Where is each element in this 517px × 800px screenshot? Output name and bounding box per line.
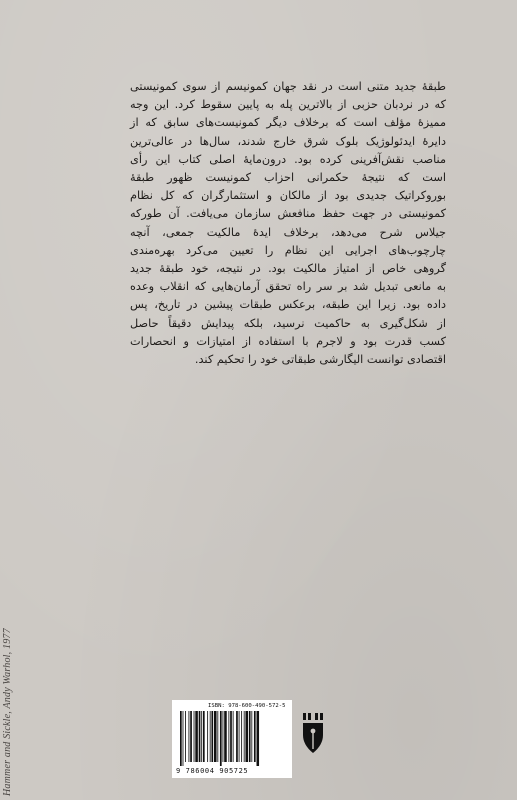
barcode-bar — [223, 711, 224, 762]
back-cover-blurb — [130, 78, 446, 369]
blurb-line: مناصب نقش‌آفرینی کرده بود. درون‌مایهٔ اصلی کتاب این رأی — [130, 152, 446, 166]
barcode-number: 9 786004 905725 — [176, 767, 249, 775]
blurb-line: داده بود. زیرا این طبقه، برعکس طبقات پیشین در تاریخ، پس — [130, 298, 446, 312]
barcode-bar — [251, 711, 252, 762]
barcode-bar — [183, 711, 184, 766]
blurb-line: جیلاس شرح می‌دهد، برخلاف ایدهٔ مالکیت جمعی، آنچه — [130, 225, 446, 239]
barcode-bar — [201, 711, 202, 762]
blurb-line: کسب قدرت بود و لاجرم با استفاده از امتیازات و انحصارات — [130, 334, 446, 348]
barcode-bar — [220, 711, 222, 766]
barcode-bar — [245, 711, 248, 762]
blurb-line: کمونیستی در جهت حفظ منافعش سازمان می‌یافت. آن طورکه — [130, 207, 446, 221]
barcode-bar — [199, 711, 201, 762]
blurb-line: به مانعی تبدیل شد بر سر راه تحقق آرمان‌هایی که انقلاب وعده — [130, 280, 446, 294]
blurb-line: بوروکراتیک جدیدی بود از مالکان و استثمارگران که کل نظام — [130, 189, 446, 203]
blurb-line: دایرهٔ ایدئولوژیک بلوک شرق خارج شدند، سال‌ها در عالی‌ترین — [130, 134, 446, 148]
isbn-label: ISBN: 978-600-490-572-5 — [208, 703, 286, 709]
barcode-bar — [236, 711, 238, 762]
barcode-bar — [207, 711, 208, 762]
blurb-line: از شکل‌گیری به حاکمیت نرسید، بلکه پیدایش دقیقاً حاصل — [130, 316, 446, 330]
barcode-bar — [195, 711, 198, 762]
barcode-bar — [228, 711, 229, 762]
barcode-bar — [185, 711, 186, 762]
blurb-line: طبقهٔ جدید متنی است در نقد جهان کمونیسم از سوی کمونیستی — [130, 80, 446, 93]
barcode-bar — [180, 711, 182, 766]
barcode-bars — [180, 711, 284, 766]
blurb-line: چارچوب‌های اجرایی این نظام را تعیین می‌کرد بهره‌مندی — [130, 243, 446, 257]
barcode-bar — [239, 711, 240, 762]
isbn-barcode — [172, 700, 292, 778]
pen-nib-logo-icon — [301, 713, 325, 753]
barcode-bar — [249, 711, 251, 762]
barcode-bar — [210, 711, 211, 762]
barcode-bar — [233, 711, 234, 762]
barcode-bar — [214, 711, 217, 762]
barcode-bar — [211, 711, 213, 762]
barcode-bar — [203, 711, 205, 762]
blurb-line: ممیزهٔ مؤلف است که برخلاف دیگر کمونیست‌های سابق که از — [130, 116, 446, 130]
barcode-bar — [224, 711, 227, 762]
barcode-bar — [244, 711, 245, 762]
barcode-bar — [254, 711, 256, 762]
barcode-bar — [257, 711, 260, 766]
barcode-bar — [230, 711, 232, 762]
barcode-bar — [189, 711, 190, 762]
barcode-bar — [241, 711, 242, 762]
blurb-line: گروهی خاص از امتیاز مالکیت بود. در نتیجه، خود طبقهٔ جدید — [130, 262, 446, 276]
blurb-line: است که نتیجهٔ حکمرانی احزاب کمونیست ظهور طبقهٔ — [130, 171, 446, 185]
barcode-bar — [190, 711, 192, 762]
barcode-bar — [194, 711, 195, 762]
cover-art-credit: Hammer and Sickle, Andy Warhol, 1977 — [2, 628, 13, 796]
barcode-bar — [217, 711, 218, 762]
blurb-line: که در نردبان حزبی از بالاترین پله به پایین سقوط کرد. این وجه — [130, 98, 446, 112]
blurb-line: اقتصادی توانست الیگارشی طبقاتی خود را تحکیم کند. — [194, 353, 446, 367]
